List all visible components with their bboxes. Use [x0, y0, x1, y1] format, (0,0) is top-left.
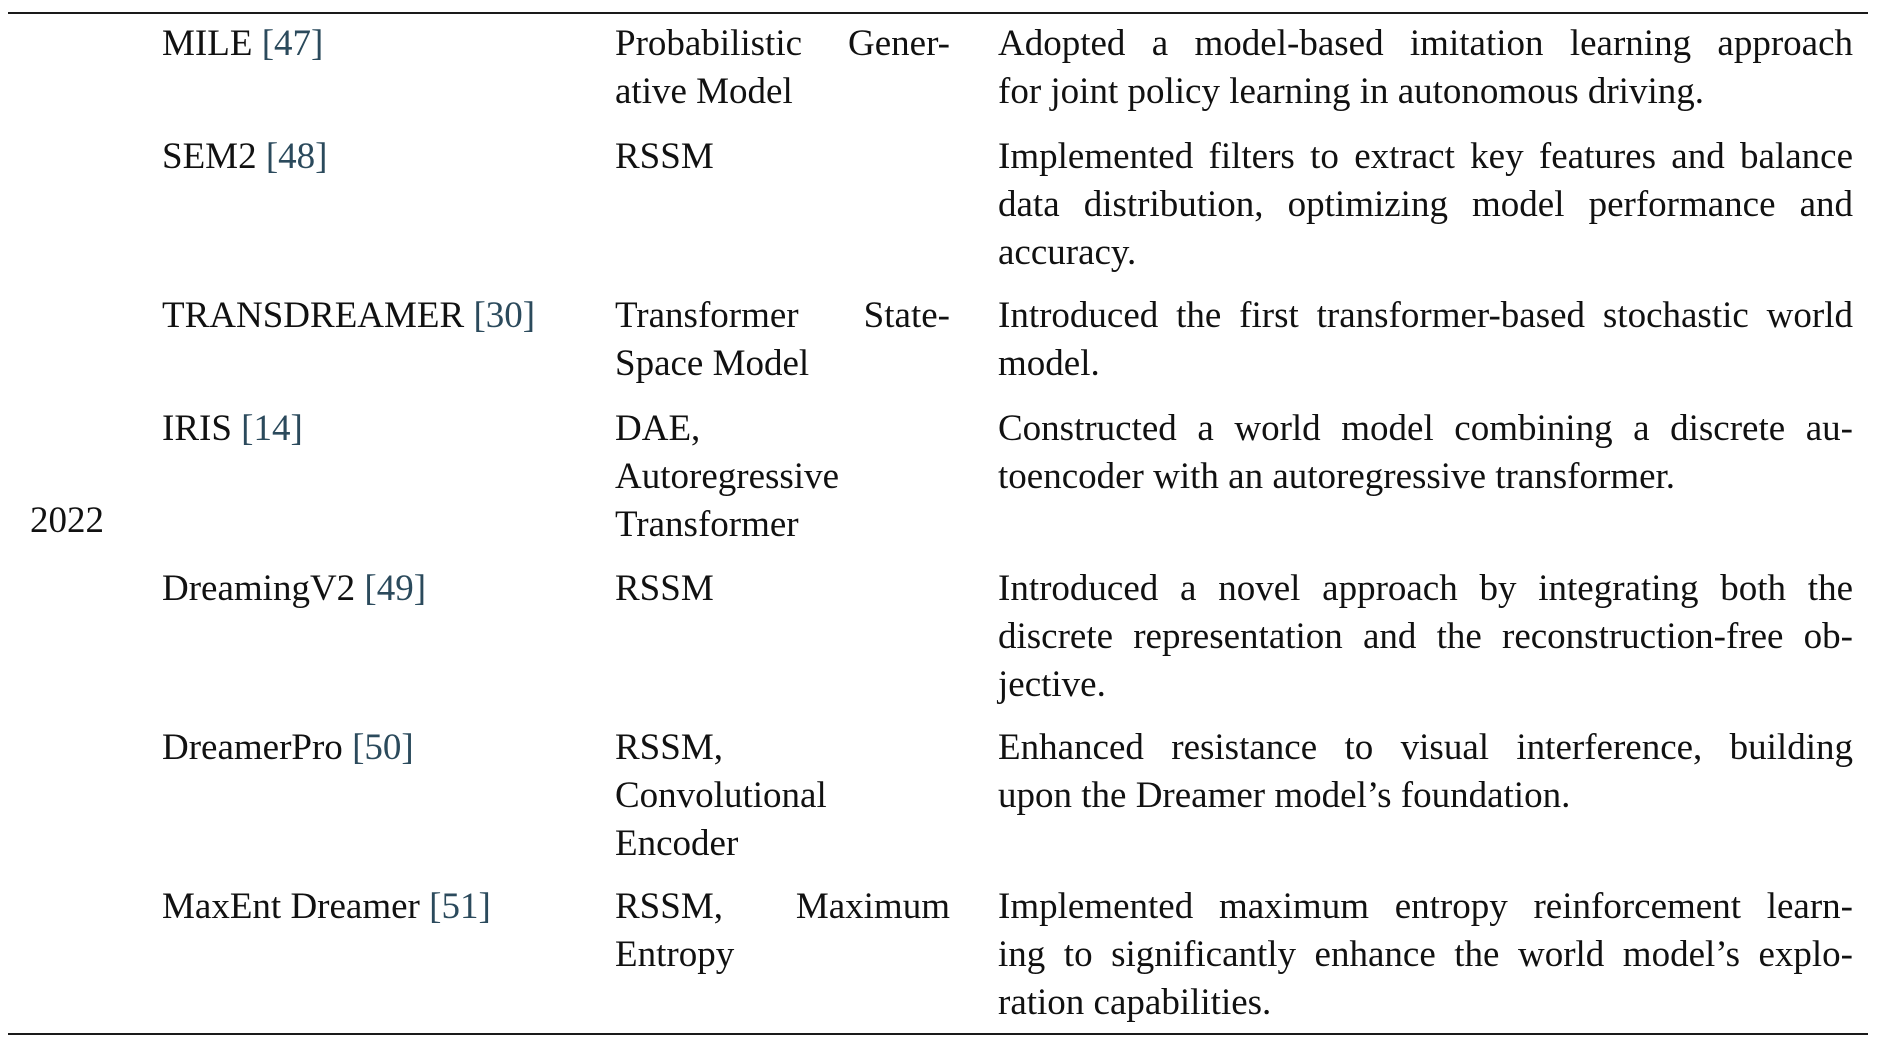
model-name: DreamingV2 — [162, 568, 356, 609]
description-line: Enhanced resistance to visual interference, building — [998, 727, 1853, 768]
citation-link[interactable]: [51] — [429, 886, 491, 927]
model-name-cell — [162, 20, 602, 68]
architecture-cell — [615, 883, 950, 979]
year-cell: 2022 — [30, 500, 104, 541]
architecture-cell — [615, 133, 950, 181]
architecture-cell — [615, 292, 950, 388]
description-line: Constructed a world model combining a discrete au- — [998, 408, 1853, 449]
description-line: for joint policy learning in autonomous driving. — [998, 71, 1704, 112]
architecture-line: Probabilistic Gener- — [615, 23, 950, 64]
architecture-line: Autoregressive — [615, 456, 839, 497]
architecture-line: Entropy — [615, 934, 735, 975]
description-cell — [998, 292, 1853, 388]
citation-link[interactable]: [49] — [364, 568, 427, 609]
model-name: MaxEnt Dreamer — [162, 886, 420, 927]
description-cell — [998, 405, 1853, 501]
description-line: accuracy. — [998, 232, 1137, 273]
description-cell — [998, 724, 1853, 820]
model-name: IRIS — [162, 408, 232, 449]
description-line: upon the Dreamer model’s foundation. — [998, 775, 1571, 816]
model-name-cell — [162, 565, 602, 613]
description-line: Implemented filters to extract key features and balance — [998, 136, 1853, 177]
table-bottom-rule — [8, 1033, 1868, 1035]
model-name: TRANSDREAMER — [162, 295, 465, 336]
description-line: ing to significantly enhance the world model’s explo- — [998, 934, 1853, 975]
citation-link[interactable]: [30] — [473, 295, 536, 336]
citation-link[interactable]: [14] — [241, 408, 303, 449]
architecture-line: Transformer — [615, 504, 799, 545]
description-cell — [998, 20, 1853, 116]
architecture-cell — [615, 565, 950, 613]
citation-link[interactable]: [47] — [261, 23, 324, 64]
description-line: Introduced the first transformer-based stochastic world — [998, 295, 1853, 336]
description-line: ration capabilities. — [998, 982, 1272, 1023]
model-name: SEM2 — [162, 136, 257, 177]
description-line: data distribution, optimizing model performance and — [998, 184, 1853, 225]
description-line: Adopted a model-based imitation learning approach — [998, 23, 1853, 64]
architecture-line: Transformer State- — [615, 295, 950, 336]
description-cell — [998, 565, 1853, 709]
description-line: model. — [998, 343, 1100, 384]
table-top-rule — [8, 12, 1868, 14]
model-name-cell — [162, 292, 602, 340]
citation-link[interactable]: [50] — [352, 727, 414, 768]
description-line: discrete representation and the reconstruction-free ob- — [998, 616, 1853, 657]
model-name: DreamerPro — [162, 727, 343, 768]
architecture-cell — [615, 405, 950, 549]
model-name: MILE — [162, 23, 253, 64]
architecture-cell — [615, 724, 950, 868]
architecture-cell — [615, 20, 950, 116]
description-cell — [998, 883, 1853, 1027]
architecture-line: RSSM, — [615, 727, 723, 768]
citation-link[interactable]: [48] — [265, 136, 328, 177]
model-name-cell — [162, 883, 602, 931]
model-name-cell — [162, 405, 602, 453]
architecture-line: RSSM, Maximum — [615, 886, 950, 927]
description-cell — [998, 133, 1853, 277]
architecture-line: RSSM — [615, 136, 714, 177]
description-line: jective. — [998, 664, 1106, 705]
architecture-line: Convolutional — [615, 775, 827, 816]
architecture-line: Encoder — [615, 823, 739, 864]
architecture-line: Space Model — [615, 343, 810, 384]
description-line: Implemented maximum entropy reinforcement learn- — [998, 886, 1853, 927]
architecture-line: ative Model — [615, 71, 793, 112]
architecture-line: DAE, — [615, 408, 701, 449]
description-line: toencoder with an autoregressive transformer. — [998, 456, 1676, 497]
architecture-line: RSSM — [615, 568, 714, 609]
description-line: Introduced a novel approach by integrating both the — [998, 568, 1853, 609]
model-name-cell — [162, 133, 602, 181]
model-name-cell — [162, 724, 602, 772]
